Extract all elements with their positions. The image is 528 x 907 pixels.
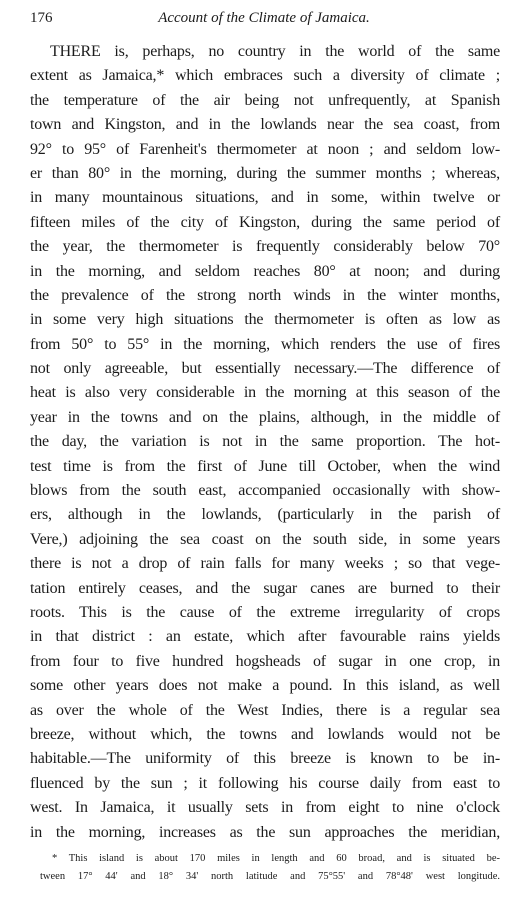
text-line: ers, although in the lowlands, (particularly in the parish of bbox=[30, 506, 500, 524]
text-line: tation entirely ceases, and the sugar canes are burned to their bbox=[30, 579, 500, 597]
text-line: breeze, without which, the towns and lowlands would not be bbox=[30, 725, 500, 743]
footnote-line: tween 17° 44' and 18° 34' north latitude and 75°55' and 78°48' west longitude. bbox=[40, 871, 500, 882]
text-line: in the morning, and seldom reaches 80° at noon; and during bbox=[30, 262, 500, 280]
footnote bbox=[40, 850, 500, 886]
page-number: 176 bbox=[30, 10, 53, 26]
running-title: Account of the Climate of Jamaica. bbox=[158, 10, 370, 26]
text-line: year in the towns and on the plains, although, in the middle of bbox=[30, 408, 500, 426]
text-line: roots. This is the cause of the extreme irregularity of crops bbox=[30, 603, 500, 621]
text-line: 92° to 95° of Farenheit's thermometer at noon ; and seldom low- bbox=[30, 140, 500, 158]
running-head bbox=[30, 6, 498, 30]
text-line: the day, the variation is not in the same proportion. The hot- bbox=[30, 433, 500, 451]
text-line: town and Kingston, and in the lowlands near the sea coast, from bbox=[30, 116, 500, 134]
text-line: Vere,) adjoining the sea coast on the south side, in some years bbox=[30, 530, 500, 548]
text-line: from four to five hundred hogsheads of sugar in one crop, in bbox=[30, 652, 500, 670]
text-line: test time is from the first of June till October, when the wind bbox=[30, 457, 500, 475]
footnote-line: * This island is about 170 miles in length and 60 broad, and is situated be- bbox=[52, 853, 500, 864]
text-line: habitable.—The uniformity of this breeze is known to be in- bbox=[30, 750, 500, 768]
text-line: heat is also very considerable in the morning at this season of the bbox=[30, 384, 500, 402]
text-line: some other years does not make a pound. In this island, as well bbox=[30, 677, 500, 695]
text-line: not only agreeable, but essentially necessary.—The difference of bbox=[30, 360, 500, 378]
text-line: THERE is, perhaps, no country in the world of the same bbox=[50, 43, 500, 60]
text-line: west. In Jamaica, it usually sets in from eight to nine o'clock bbox=[30, 799, 500, 817]
text-line: in that district : an estate, which after favourable rains yields bbox=[30, 628, 500, 646]
text-line: the year, the thermometer is frequently considerably below 70° bbox=[30, 238, 500, 256]
text-line: in many mountainous situations, and in some, within twelve or bbox=[30, 189, 500, 207]
text-line: blows from the south east, accompanied occasionally with show- bbox=[30, 482, 500, 500]
text-line: in the morning, increases as the sun approaches the meridian, bbox=[30, 823, 500, 841]
text-line: the temperature of the air being not unfrequently, at Spanish bbox=[30, 91, 500, 109]
body-text bbox=[30, 40, 500, 845]
text-line: extent as Jamaica,* which embraces such a diversity of climate ; bbox=[30, 67, 500, 85]
text-line: fifteen miles of the city of Kingston, during the same period of bbox=[30, 213, 500, 231]
text-line: as over the whole of the West Indies, there is a regular sea bbox=[30, 701, 500, 719]
text-line: there is not a drop of rain falls for many weeks ; so that vege- bbox=[30, 555, 500, 573]
text-line: from 50° to 55° in the morning, which renders the use of fires bbox=[30, 335, 500, 353]
text-line: fluenced by the sun ; it following his course daily from east to bbox=[30, 774, 500, 792]
text-line: er than 80° in the morning, during the summer months ; whereas, bbox=[30, 164, 500, 182]
text-line: the prevalence of the strong north winds in the winter months, bbox=[30, 286, 500, 304]
text-line: in some very high situations the thermometer is often as low as bbox=[30, 311, 500, 329]
